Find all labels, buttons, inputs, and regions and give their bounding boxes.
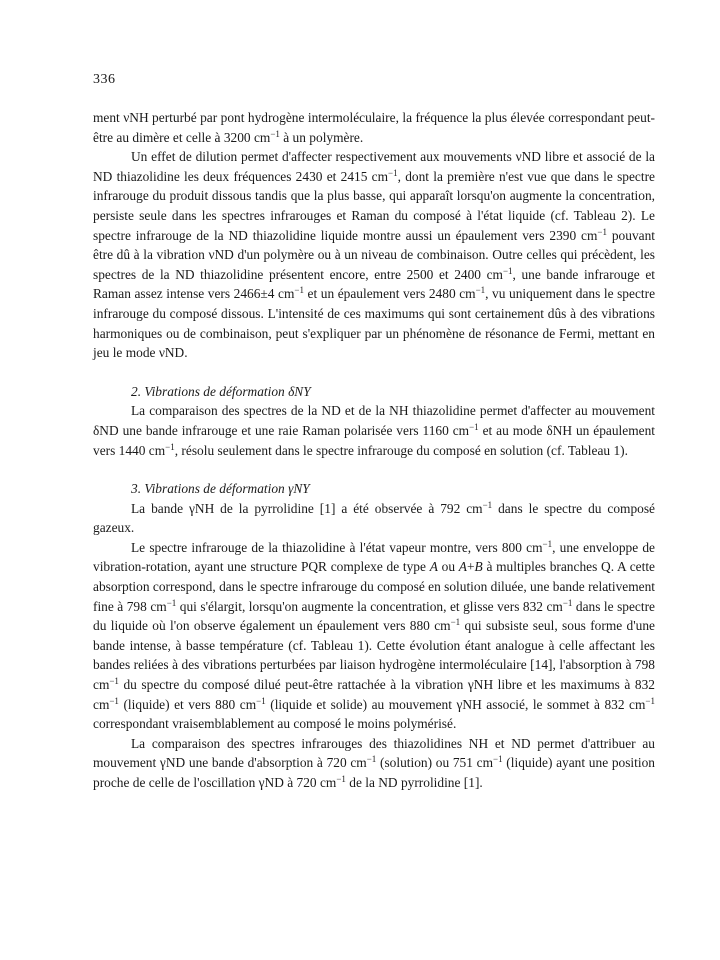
paragraph: Le spectre infrarouge de la thiazolidine à l'état vapeur montre, vers 800 $cm^{-1}$, une enveloppe de vibration-rotation, ayant une structure PQR complexe de type A ou A+B à multiples branches Q. A cette absorption correspond, dans le spectre infrarouge du composé en solution diluée, une bande relativement fine à 798 $cm^{-1}$ qui s'élargit, lorsqu'on augmente la concentration, et glisse vers 832 $cm^{-1}$ dans le spectre du liquide où l'on observe également un épaulement vers 880 $cm^{-1}$ qui subsiste seul, sous forme d'une bande intense, à basse température (cf. Tableau 1). Cette évolution étant analogue à celle affectant les bandes reliées à des vibrations perturbées par liaison hydrogène intermoléculaire [14], l'absorption à 798 $cm^{-1}$ du spectre du composé dilué peut-être rattachée à la vibration γNH libre et les maximums à 832 $cm^{-1}$ (liquide) et vers 880 $cm^{-1}$ (liquide et solide) au mouvement γNH associé, le sommet à 832 $cm^{-1}$ correspondant vraisemblablement au composé le moins polymérisé. (93, 538, 655, 732)
paragraph: ment νNH perturbé par pont hydrogène intermoléculaire, la fréquence la plus élevée correspondant peut-être au dimère et celle à 3200 $cm^{-1}$ à un polymère. (93, 110, 655, 145)
italic-symbol: A (458, 559, 467, 575)
page-number: 336 (93, 72, 116, 87)
section-1-body (93, 108, 655, 363)
superscript: −1 (450, 617, 461, 628)
paragraph: La comparaison des spectres infrarouges des thiazolidines NH et ND permet d'attribuer au mouvement γND une bande d'absorption à 720 $cm^{-1}$ (solution) ou 751 $cm^{-1}$ (liquide) ayant une position proche de celle de l'oscillation γND à 720 $cm^{-1}$ de la ND pyrrolidine [1]. (93, 735, 655, 790)
superscript: −1 (256, 695, 266, 706)
paragraph: La comparaison des spectres de la ND et de la NH thiazolidine permet d'affecter au mouvement δND une bande infrarouge et une raie Raman polarisée vers 1160 $cm^{-1}$ et au mode δNH un épaulement vers 1440 $cm^{-1}$, résolu seulement dans le spectre infrarouge du composé en solution (cf. Tableau 1). (93, 403, 655, 458)
superscript: −1 (502, 265, 513, 276)
section-3-body (93, 499, 655, 793)
superscript: −1 (166, 597, 177, 608)
superscript: −1 (562, 597, 573, 608)
paragraph: Un effet de dilution permet d'affecter respectivement aux mouvements νND libre et associé de la ND thiazolidine les deux fréquences 2430 et 2415 $cm^{-1}$, dont la première n'est vue que dans le spectre infrarouge du produit dissous tandis que la plus basse, qui apparaît lorsqu'on augmente la concentration, persiste seule dans les spectres infrarouges et Raman du composé à l'état liquide (cf. Tableau 2). Le spectre infrarouge de la ND thiazolidine liquide montre aussi un épaulement vers 2390 $cm^{-1}$ pouvant être dû à la vibration νND d'un polymère ou à un niveau de combinaison. Outre celles qui précèdent, les spectres de la ND thiazolidine présentent encore, entre 2500 et 2400 $cm^{-1}$, une bande infrarouge et Raman assez intense vers 2466±4 $cm^{-1}$ et un épaulement vers 2480 $cm^{-1}$, vu uniquement dans le spectre infrarouge du composé dissous. L'intensité de ces maximums qui sont certainement dûs à des vibrations harmoniques ou de combinaison, peut s'expliquer par un phénomène de résonance de Fermi, mettant en jeu le mode νND. (93, 149, 656, 361)
superscript: −1 (475, 285, 486, 296)
superscript: −1 (542, 538, 553, 549)
superscript: −1 (109, 676, 119, 687)
superscript: −1 (469, 421, 479, 432)
section-heading-deformation-gamma: 3. Vibrations de déformation γNY (131, 481, 310, 497)
superscript: −1 (165, 441, 175, 452)
superscript: −1 (294, 285, 304, 296)
superscript: −1 (109, 695, 119, 706)
superscript: −1 (270, 128, 280, 139)
superscript: −1 (366, 754, 377, 765)
superscript: −1 (482, 499, 493, 510)
section-2-body (93, 401, 655, 460)
superscript: −1 (336, 774, 346, 784)
superscript: −1 (645, 695, 655, 706)
italic-symbol: A (429, 559, 438, 575)
paragraph: La bande γNH de la pyrrolidine [1] a été observée à 792 $cm^{-1}$ dans le spectre du composé gazeux. (93, 499, 655, 536)
superscript: −1 (493, 754, 503, 765)
journal-page (93, 72, 655, 793)
superscript: −1 (597, 226, 607, 237)
italic-symbol: B (474, 559, 483, 575)
section-heading-deformation-delta: 2. Vibrations de déformation δNY (131, 383, 311, 399)
superscript: −1 (388, 167, 398, 178)
